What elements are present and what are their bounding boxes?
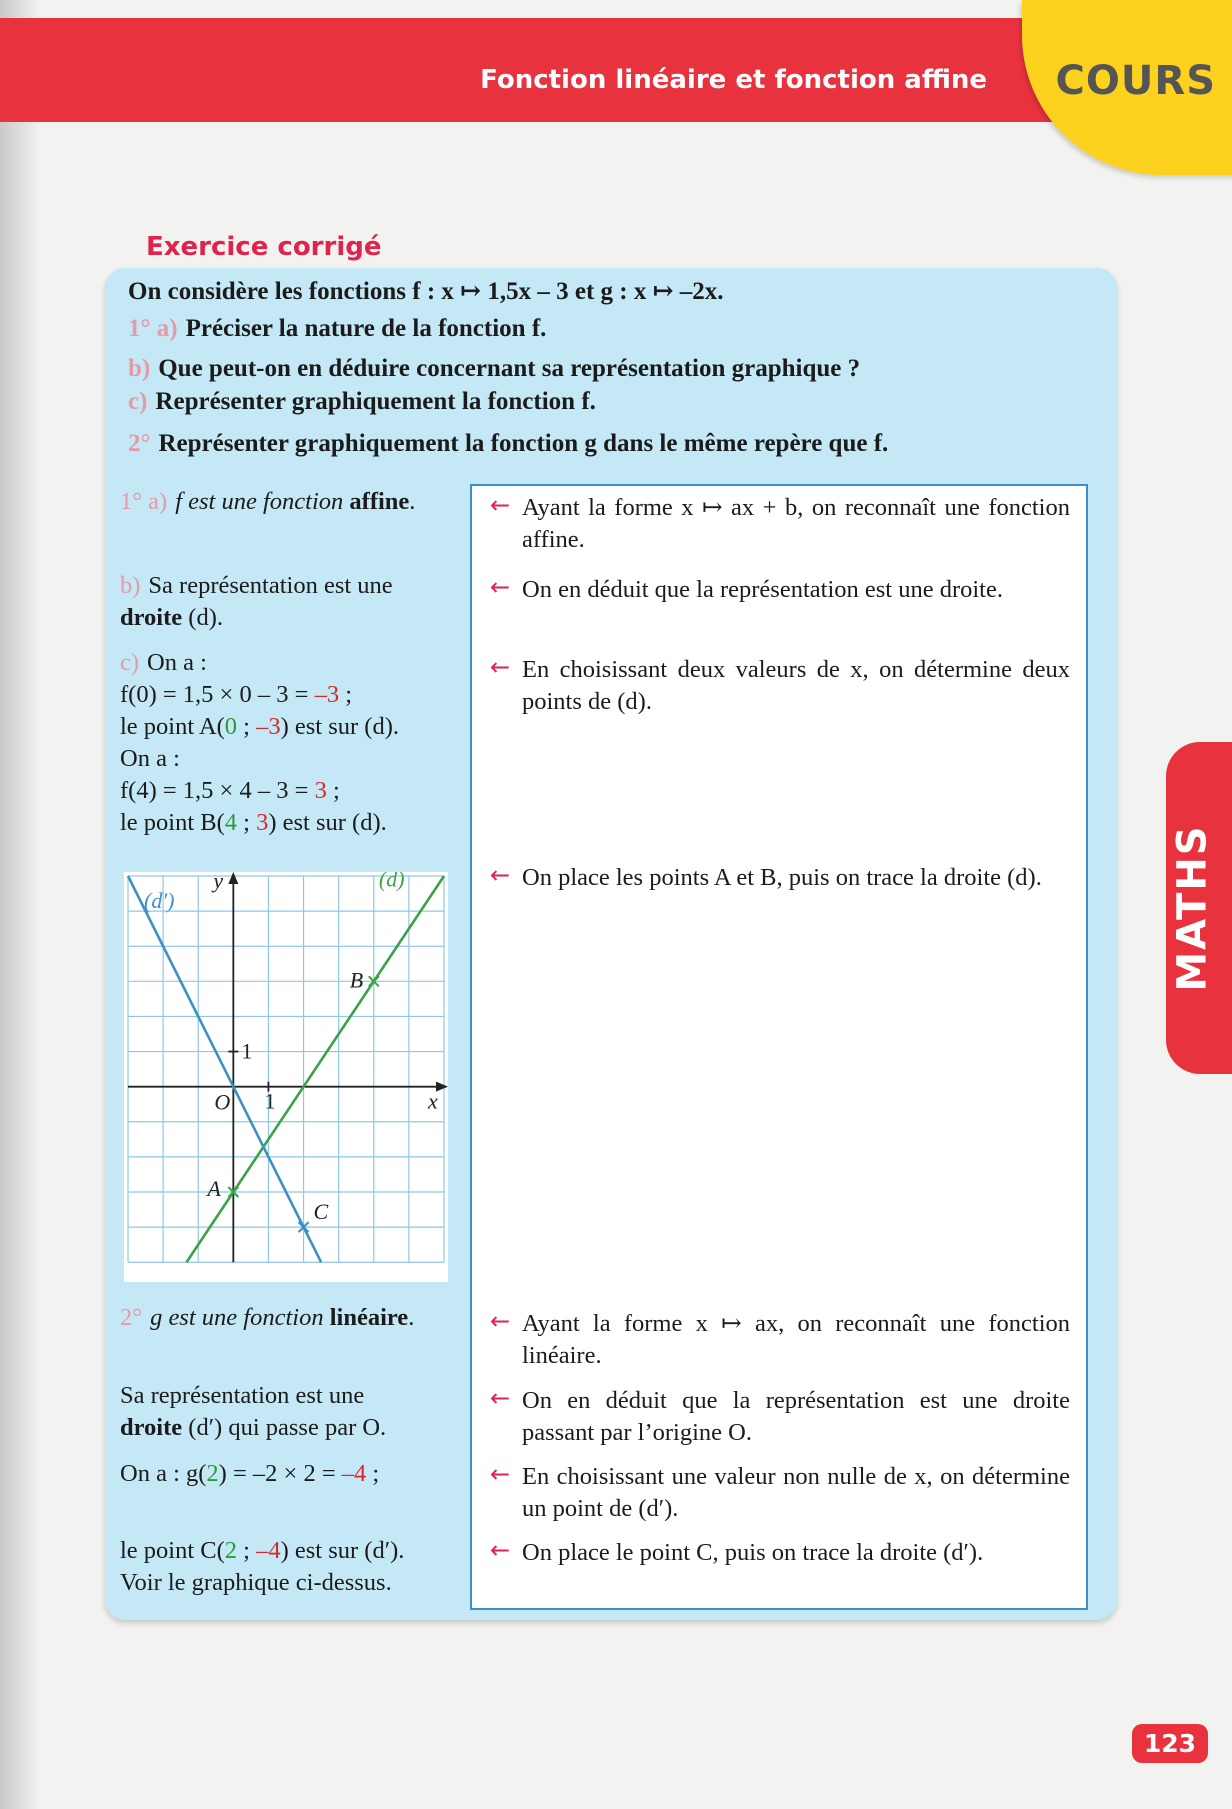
point-c-pre: le point C( — [120, 1537, 225, 1564]
g2-x: 2 — [206, 1460, 219, 1487]
question-1b-text: Que peut-on en déduire concernant sa représentation graphique ? — [158, 355, 861, 382]
arrow-icon: ← — [490, 573, 511, 601]
solution-2b-line1: Sa représentation est une — [120, 1382, 365, 1409]
solution-1b-label: b) — [120, 572, 141, 599]
exercise-title: Exercice corrigé — [146, 232, 382, 262]
page-number: 123 — [1132, 1724, 1208, 1763]
question-1c-text: Représenter graphiquement la fonction f. — [155, 388, 596, 415]
point-c-label: C — [313, 1199, 329, 1225]
solution-1b-line1: Sa représentation est une — [148, 572, 393, 599]
solution-1b-bold: droite — [120, 604, 183, 631]
f0-computation: f(0) = 1,5 × 0 – 3 = — [120, 681, 315, 708]
point-c-x: 2 — [224, 1537, 238, 1564]
point-a-sep: ; — [237, 713, 257, 740]
question-1a — [128, 315, 546, 343]
exercise-intro: On considère les fonctions f : x ↦ 1,5x – 3 et g : x ↦ –2x. — [128, 278, 724, 305]
y-axis-label: y — [213, 872, 224, 893]
solution-1b — [120, 570, 393, 634]
point-b-sep: ; — [237, 809, 257, 836]
explanation-1: Ayant la forme x ↦ ax + b, on reconnaît une fonction affine. — [522, 494, 1070, 553]
explanation-2: On en déduit que la représentation est une droite. — [522, 576, 1003, 603]
point-b-x: 4 — [224, 809, 238, 836]
maths-side-tab-label: MATHS — [1170, 824, 1217, 992]
point-c-post: ) est sur (d′). — [280, 1537, 405, 1564]
solution-2b-bold: droite — [120, 1414, 183, 1441]
y-unit-label: 1 — [241, 1038, 253, 1064]
question-2 — [128, 430, 888, 458]
solution-1a-label: 1° a) — [120, 488, 168, 515]
arrow-icon: ← — [490, 491, 511, 519]
solution-2 — [120, 1302, 414, 1334]
g2-end: ; — [366, 1460, 380, 1487]
solution-2b-post: (d′) qui passe par O. — [182, 1414, 387, 1441]
point-a-pre: le point A( — [120, 713, 225, 740]
point-b-post: ) est sur (d). — [268, 809, 387, 836]
maths-side-tab-label-wrap — [1160, 742, 1226, 1074]
solution-1a-bold: affine — [349, 488, 410, 515]
origin-label: O — [214, 1089, 231, 1115]
arrow-icon: ← — [490, 861, 511, 889]
g2-mid: ) = –2 × 2 = — [218, 1460, 342, 1487]
explanation-4: On place les points A et B, puis on trace la droite (d). — [522, 864, 1042, 891]
solution-1b-post: (d). — [182, 604, 223, 631]
see-graph-note: Voir le graphique ci-dessus. — [120, 1569, 392, 1596]
f4-value: 3 — [314, 777, 327, 804]
page-gutter-shadow — [0, 0, 40, 1809]
point-a-x: 0 — [224, 713, 238, 740]
point-a-label: A — [207, 1176, 221, 1201]
question-1a-label: 1° a) — [128, 315, 178, 342]
g2-computation — [120, 1458, 379, 1490]
f0-value: –3 — [314, 681, 340, 708]
arrow-icon: ← — [490, 1460, 511, 1488]
g2-value: –4 — [341, 1460, 367, 1487]
solution-1a-post: . — [409, 488, 416, 515]
point-a-y: –3 — [256, 713, 281, 740]
solution-1c-on-a-2: On a : — [120, 745, 180, 772]
x-unit-label: 1 — [264, 1088, 276, 1114]
chapter-title: Fonction linéaire et fonction affine — [480, 65, 987, 95]
x-axis-label: x — [428, 1088, 438, 1114]
arrow-icon: ← — [490, 1307, 511, 1335]
y-axis-arrow-icon — [228, 872, 238, 884]
f0-end: ; — [339, 681, 352, 708]
question-1c-label: c) — [128, 388, 148, 415]
arrow-icon: ← — [490, 1384, 511, 1412]
f4-end: ; — [326, 777, 340, 804]
function-graph — [124, 872, 448, 1282]
point-c-y: –4 — [256, 1537, 281, 1564]
line-d-label: (d) — [378, 872, 405, 892]
point-a-post: ) est sur (d). — [280, 713, 399, 740]
solution-2-label: 2° — [120, 1304, 143, 1331]
x-axis-arrow-icon — [436, 1082, 448, 1092]
solution-2-post: . — [408, 1304, 415, 1331]
solution-1c-label: c) — [120, 649, 140, 676]
question-1c — [128, 388, 596, 416]
g2-pre: On a : g( — [120, 1460, 207, 1487]
f4-computation: f(4) = 1,5 × 4 – 3 = — [120, 777, 315, 804]
explanation-7: En choisissant une valeur non nulle de x, on détermine un point de (d′). — [522, 1463, 1070, 1522]
point-b-label: B — [349, 967, 364, 993]
explanation-8: On place le point C, puis on trace la droite (d′). — [522, 1539, 984, 1566]
solution-2-bold: linéaire — [329, 1304, 409, 1331]
question-2-text: Représenter graphiquement la fonction g dans le même repère que f. — [158, 430, 889, 457]
solution-1a-pre: f est une fonction — [175, 488, 350, 515]
solution-1c-on-a: On a : — [147, 649, 207, 676]
question-1a-text: Préciser la nature de la fonction f. — [185, 315, 547, 342]
solution-1c — [120, 647, 399, 839]
solution-point-c — [120, 1535, 404, 1599]
arrow-icon: ← — [490, 653, 511, 681]
point-b-pre: le point B( — [120, 809, 225, 836]
solution-2-pre: g est une fonction — [150, 1304, 330, 1331]
solution-1a — [120, 486, 415, 518]
explanation-6: On en déduit que la représentation est une droite passant par l’origine O. — [522, 1387, 1070, 1446]
cours-badge-label: COURS — [1055, 58, 1216, 104]
arrow-icon: ← — [490, 1536, 511, 1564]
explanation-5: Ayant la forme x ↦ ax, on reconnaît une fonction linéaire. — [522, 1310, 1070, 1369]
question-2-label: 2° — [128, 430, 151, 457]
point-c-sep: ; — [237, 1537, 257, 1564]
question-1b-label: b) — [128, 355, 151, 382]
point-b-y: 3 — [256, 809, 269, 836]
line-d-prime-label: (d′) — [144, 888, 175, 914]
solution-2b — [120, 1380, 386, 1444]
explanation-3: En choisissant deux valeurs de x, on détermine deux points de (d). — [522, 656, 1070, 715]
question-1b — [128, 355, 860, 383]
